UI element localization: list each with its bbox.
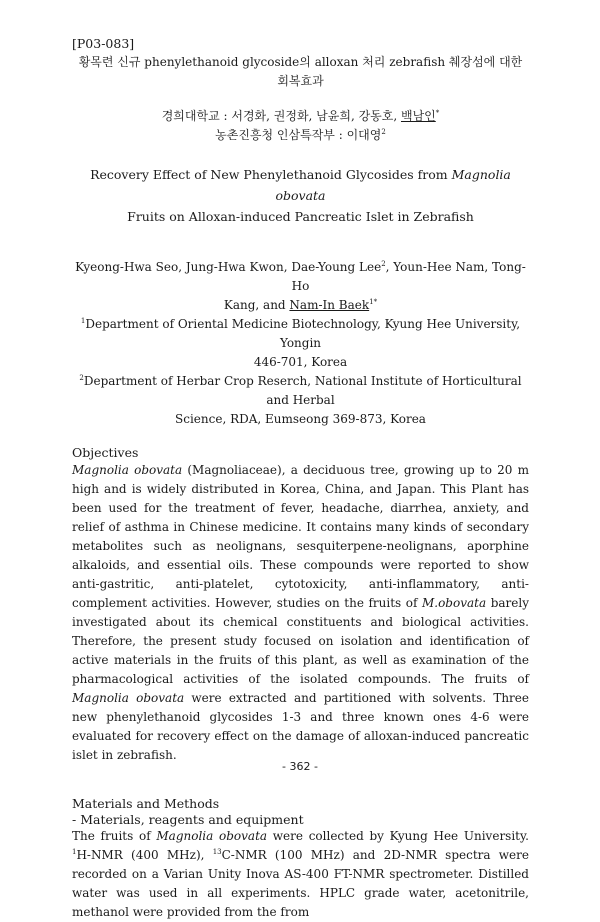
english-title-prefix: Recovery Effect of New Phenylethanoid Glycosides from [90,167,452,182]
abstract-page [72,36,529,922]
korean-affiliation-1-names: 서경화, 권정화, 남윤희, 강동호, [231,109,401,123]
page-number: - 362 - [282,760,318,773]
english-title-line1 [72,164,529,206]
affiliation-2-text: Department of Herbar Crop Reserch, National Institute of Horticultural and Herbal [83,374,522,407]
english-title-line2: Fruits on Alloxan-induced Pancreatic Islet in Zebrafish [127,209,474,224]
methods-text4: C-NMR (100 MHz) and 2D-NMR spectra were recorded on a Varian Unity Inova AS-400 FT-NMR spectrometer. Distilled water was used in all experiments. HPLC grade water, acetonitrile, methanol were provided from the from [72,848,529,919]
korean-authors [72,107,529,145]
korean-affiliation-2 [72,126,529,145]
english-authors-part2: , Youn-Hee Nam, Tong-Ho [291,260,526,293]
methods-text3: H-NMR (400 MHz), [76,848,213,862]
objectives-heading: Objectives [72,445,139,460]
english-authors [72,258,529,315]
affiliation-2-line2: Science, RDA, Eumseong 369-873, Korea [175,412,426,426]
objectives-paragraph [72,461,529,765]
english-authors-mark1: 2 [381,260,386,268]
methods-species: Magnolia obovata [156,829,268,843]
korean-affiliation-1 [72,107,529,126]
affiliation-1-line2: 446-701, Korea [253,355,348,369]
affiliation-1-text: Department of Oriental Medicine Biotechnology, Kyung Hee University, Yongin [85,317,521,350]
korean-affiliation-2-names: 이대영 [346,128,382,142]
methods-text1: The fruits of [72,829,157,843]
korean-corresponding-mark: * [435,109,440,117]
korean-title-line1: 황목련 신규 phenylethanoid glycoside의 alloxan 처리 zebrafish 췌장섬에 대한 [78,55,523,69]
english-corresponding-author: Nam-In Baek [289,298,370,312]
methods-paragraph [72,827,529,922]
objectives-species2: Magnolia obovata [72,691,185,705]
affiliation-2-line1 [72,372,529,410]
korean-corresponding-author: 백남인 [400,109,436,123]
methods-heading: Materials and Methods [72,796,220,811]
korean-affiliation-2-mark: 2 [381,128,386,136]
english-corresponding-mark: 1* [369,298,378,306]
methods-subheading: - Materials, reagents and equipment [72,812,304,827]
affiliation-1-line1 [72,315,529,353]
objectives-text3: were extracted and partitioned with solvents. Three new phenylethanoid glycosides 1-3 and three known ones 4-6 were evaluated for recovery effect on the damage of alloxan-induced pancreatic islet in zebrafish. [72,691,529,762]
english-authors-line2 [72,296,529,315]
objectives-species-short: M.obovata [421,596,487,610]
methods-text2: were collected by Kyung Hee University. [267,829,529,843]
affiliation-1 [72,315,529,372]
korean-title [72,53,529,91]
objectives-text2: barely investigated about its chemical constituents and biological activities. Therefore, the present study focused on isolation and identification of active materials in the fruits of this plant, as well as examination of the pharmacological activities of the isolated compounds. The fruits of [72,596,529,686]
objectives-text1: (Magnoliaceae), a deciduous tree, growing up to 20 m high and is widely distributed in Korea, China, and Japan. This Plant has been used for the treatment of fever, headache, diarrhea, anxiety, and relief of asthma in Chinese medicine. It contains many kinds of secondary metabolites such as neolignans, sesquiterpene-neolignans, aporphine alkaloids, and essential oils. These compounds were reported to show anti-gastritic, anti-platelet, cytotoxicity, anti-inflammatory, anti-complement activities. However, studies on the fruits of [72,463,529,610]
english-authors-part1: Kyeong-Hwa Seo, Jung-Hwa Kwon, Dae-Young Lee [75,260,382,274]
affiliation-2-mark: 2 [79,374,84,382]
affiliation-2 [72,372,529,429]
objectives-species: Magnolia obovata [72,463,183,477]
korean-affiliation-1-prefix: 경희대학교 : [161,109,232,123]
english-authors-part3: Kang, and [223,298,290,312]
affiliation-1-mark: 1 [80,317,86,325]
english-title-species: Magnolia obovata [275,167,511,203]
korean-affiliation-2-prefix: 농촌진흥청 인삼특작부 : [215,128,347,142]
methods-sup-h: 1 [72,848,77,856]
english-title [72,164,529,227]
english-authors-line1 [72,258,529,296]
abstract-id: [P03-083] [72,36,135,51]
methods-sup-c: 13 [212,848,222,856]
korean-title-line2: 회복효과 [277,74,324,88]
